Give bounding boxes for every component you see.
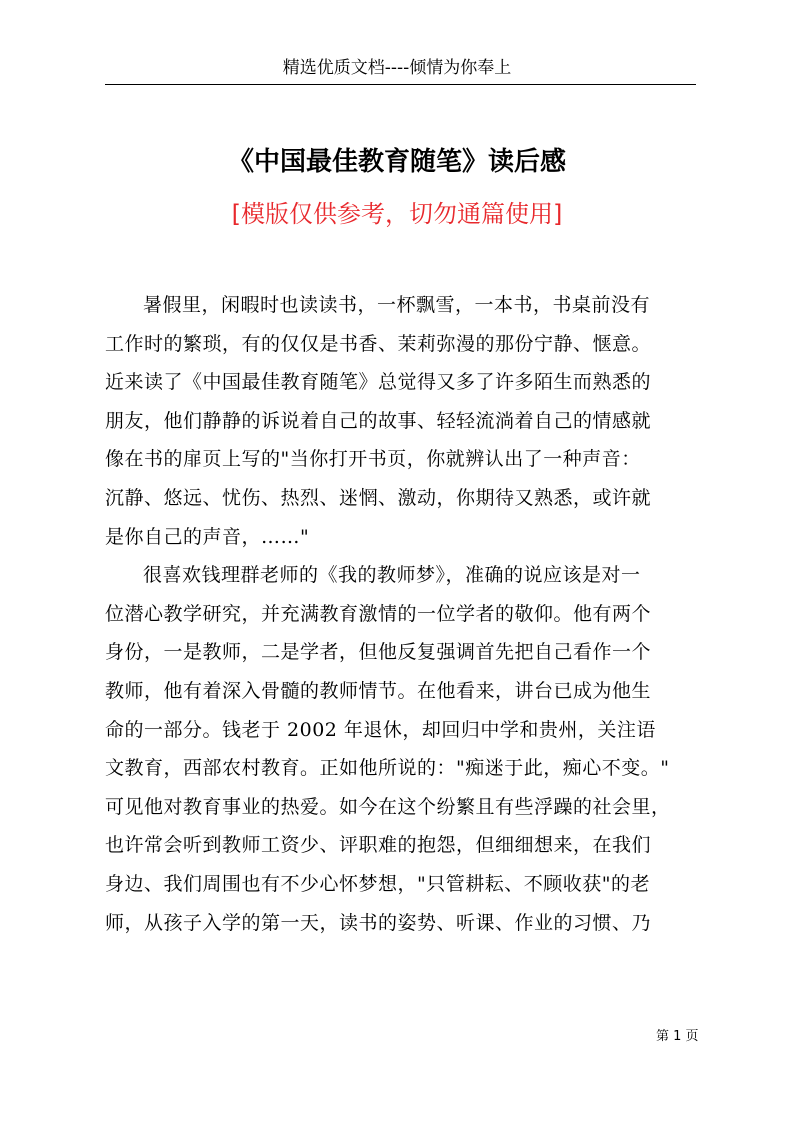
body-line: 身边、我们周围也有不少心怀梦想，"只管耕耘、不顾收获"的老 [105,872,650,895]
body-line: 可见他对教育事业的热爱。如今在这个纷繁且有些浮躁的社会里， [105,795,671,818]
body-line: 也许常会听到教师工资少、评职难的抱怨，但细细想来，在我们 [105,834,652,857]
body-line: 朋友，他们静静的诉说着自己的故事、轻轻流淌着自己的情感就 [105,409,652,432]
page-number: 第 1 页 [656,1029,699,1044]
body-line: 沉静、悠远、忧伤、热烈、迷惘、激动，你期待又熟悉，或许就 [105,486,652,509]
body-line: 命的一部分。钱老于 2002 年退休，却回归中学和贵州，关注语 [105,718,656,741]
body-line: 位潜心教学研究，并充满教育激情的一位学者的敬仰。他有两个 [105,602,652,625]
document-title: 《中国最佳教育随笔》读后感 [227,147,566,177]
body-line: 文教育，西部农村教育。正如他所说的："痴迷于此，痴心不变。" [105,757,670,780]
body-line: 是你自己的声音，……" [105,525,310,548]
body-line: 教师，他有着深入骨髓的教师情节。在他看来，讲台已成为他生 [105,679,652,702]
body-line: 工作时的繁琐，有的仅仅是书香、茉莉弥漫的那份宁静、惬意。 [105,332,652,355]
header-divider [105,84,696,85]
body-line: 像在书的扉页上写的"当你打开书页，你就辨认出了一种声音： [105,448,641,471]
body-line: 师，从孩子入学的第一天，读书的姿势、听课、作业的习惯、乃 [105,911,652,934]
document-subtitle: [模版仅供参考，切勿通篇使用] [231,200,563,228]
page-header: 精选优质文档----倾情为你奉上 [282,58,512,78]
body-line: 身份，一是教师，二是学者，但他反复强调首先把自己看作一个 [105,641,652,664]
body-line: 近来读了《中国最佳教育随笔》总觉得又多了许多陌生而熟悉的 [105,371,652,394]
document-body [105,286,705,942]
body-line: 很喜欢钱理群老师的《我的教师梦》，准确的说应该是对一 [143,564,641,587]
body-line: 暑假里，闲暇时也读读书，一杯飘雪，一本书，书桌前没有 [143,294,651,316]
